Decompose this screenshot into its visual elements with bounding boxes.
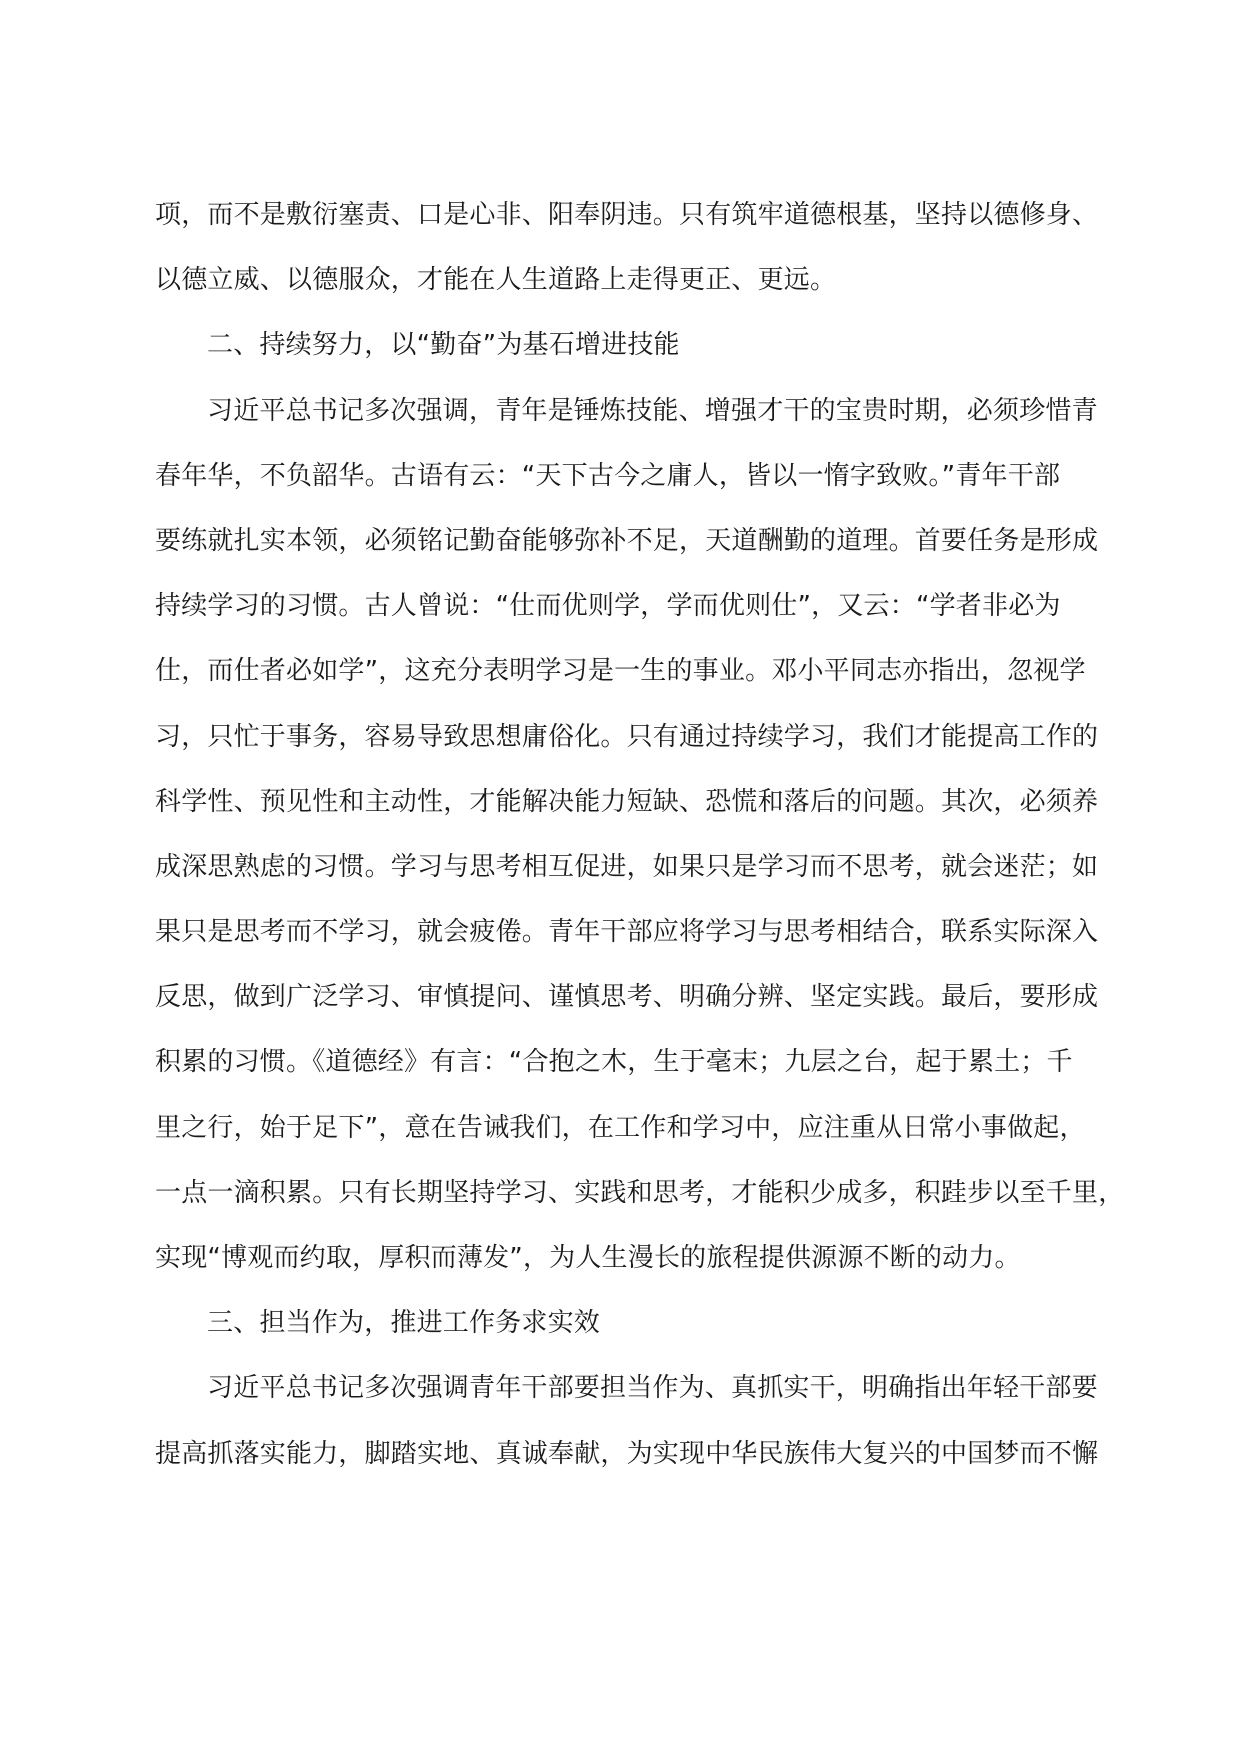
text-line: 要练就扎实本领，必须铭记勤奋能够弥补不足，天道酬勤的道理。首要任务是形成 <box>155 525 1099 556</box>
text-line: 实现“博观而约取，厚积而薄发”，为人生漫长的旅程提供源源不断的动力。 <box>155 1243 1021 1273</box>
text-line: 春年华，不负韶华。古语有云：“天下古今之庸人，皆以一惰字致败。”青年干部 <box>155 460 1061 491</box>
text-line: 果只是思考而不学习，就会疲倦。青年干部应将学习与思考相结合，联系实际深入 <box>155 917 1099 948</box>
text-line: 一点一滴积累。只有长期坚持学习、实践和思考，才能积少成多，积跬步以至千里， <box>155 1177 1125 1208</box>
text-line: 仕，而仕者必如学”，这充分表明学习是一生的事业。邓小平同志亦指出，忽视学 <box>155 656 1086 687</box>
text-line: 科学性、预见性和主动性，才能解决能力短缺、恐慌和落后的问题。其次，必须养 <box>155 786 1099 817</box>
text-line: 积累的习惯。《道德经》有言：“合抱之木，生于毫末；九层之台，起于累土；千 <box>155 1047 1073 1078</box>
text-line: 里之行，始于足下”，意在告诫我们，在工作和学习中，应注重从日常小事做起， <box>155 1112 1086 1143</box>
text-line: 习，只忙于事务，容易导致思想庸俗化。只有通过持续学习，我们才能提高工作的 <box>155 721 1099 752</box>
document-body <box>155 183 1125 1487</box>
text-line: 习近平总书记多次强调青年干部要担当作为、真抓实干，明确指出年轻干部要 <box>207 1373 1098 1404</box>
section-heading: 二、持续努力，以“勤奋”为基石增进技能 <box>207 330 680 361</box>
text-line: 提高抓落实能力，脚踏实地、真诚奉献，为实现中华民族伟大复兴的中国梦而不懈 <box>155 1438 1099 1469</box>
text-line: 项，而不是敷衍塞责、口是心非、阳奉阴违。只有筑牢道德根基，坚持以德修身、 <box>155 200 1099 230</box>
text-line: 习近平总书记多次强调，青年是锤炼技能、增强才干的宝贵时期，必须珍惜青 <box>207 395 1098 426</box>
section-heading: 三、担当作为，推进工作务求实效 <box>207 1308 601 1339</box>
text-line: 以德立威、以德服众，才能在人生道路上走得更正、更远。 <box>155 265 837 296</box>
text-line: 反思，做到广泛学习、审慎提问、谨慎思考、明确分辨、坚定实践。最后，要形成 <box>155 982 1099 1013</box>
text-line: 持续学习的习惯。古人曾说：“仕而优则学，学而优则仕”，又云：“学者非必为 <box>155 591 1061 622</box>
text-line: 成深思熟虑的习惯。学习与思考相互促进，如果只是学习而不思考，就会迷茫；如 <box>155 851 1099 882</box>
